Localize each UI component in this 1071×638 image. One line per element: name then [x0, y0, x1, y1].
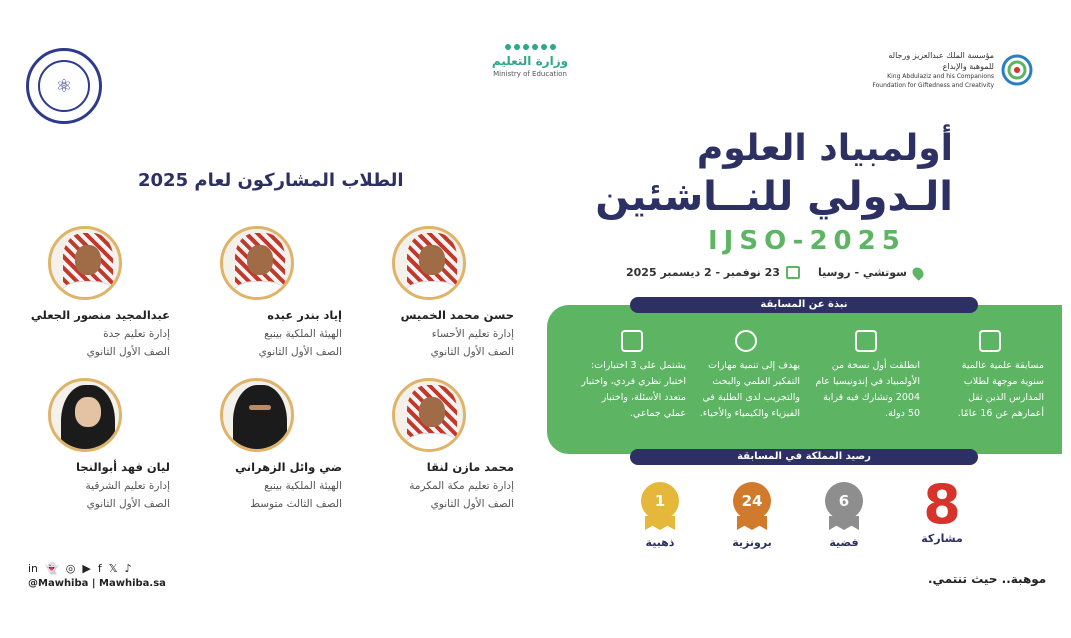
medal-icon: [733, 482, 771, 520]
student-card: [344, 378, 514, 516]
location: [818, 266, 923, 279]
student-dept: إدارة تعليم مكة المكرمة: [409, 480, 514, 492]
snapchat-icon[interactable]: 👻: [45, 562, 59, 575]
medal-count: 6: [838, 492, 850, 510]
medal-ribbon-icon: [829, 516, 859, 530]
trophy-icon: [979, 330, 1001, 352]
mawhiba-english-1: King Abdulaziz and his Companions: [887, 73, 994, 80]
student-grade: الصف الأول الثانوي: [430, 498, 514, 510]
about-text: يشتمل على 3 اختبارات: اختبار نظري فردي، واختبار متعدد الأسئلة، واختبار عملي جماعي.: [581, 360, 686, 419]
about-text: يهدف إلى تنمية مهارات التفكير العلمي والبحث والتجريب لدى الطلبة في الفيزياء والكيمياء والأحياء.: [699, 360, 800, 419]
about-text: انطلقت أول نسخة من الأولمبياد في إندونيسيا عام 2004 وتشارك فيه قرابة 50 دولة.: [815, 360, 920, 419]
student-grade: الصف الثالث متوسط: [250, 498, 342, 510]
medal-count: 24: [741, 492, 763, 510]
student-card: [344, 226, 514, 364]
ijso-seal-icon: ⚛: [26, 48, 102, 124]
medal-count: 1: [654, 492, 666, 510]
medal-icon: [825, 482, 863, 520]
medal-label: برونزية: [732, 536, 772, 549]
mawhiba-logo: [870, 44, 1040, 100]
student-name: حسن محمد الخميس: [400, 308, 514, 322]
student-dept: الهيئة الملكية بينبع: [264, 328, 342, 340]
olympiad-title-line2: الـدولي للنــاشئين: [595, 174, 953, 220]
moe-english: Ministry of Education: [493, 70, 567, 78]
mawhiba-english-2: Foundation for Giftedness and Creativity: [872, 82, 994, 89]
location-pin-icon: [910, 265, 926, 281]
medal-gold: [630, 482, 690, 549]
participants-title: الطلاب المشاركون لعام 2025: [138, 170, 404, 191]
tiktok-icon[interactable]: ♪: [124, 562, 132, 575]
moe-logo: [488, 44, 572, 78]
medal-ribbon-icon: [737, 516, 767, 530]
dates-text: 23 نوفمبر - 2 ديسمبر 2025: [626, 266, 780, 279]
atom-icon: [735, 330, 757, 352]
student-grade: الصف الأول الثانوي: [86, 346, 170, 358]
olympiad-title-line1: أولمبياد العلوم: [696, 128, 953, 169]
about-column: [936, 330, 1044, 422]
facebook-icon[interactable]: f: [97, 562, 102, 575]
moe-arabic: وزارة التعليم: [491, 54, 569, 68]
student-grade: الصف الأول الثانوي: [86, 498, 170, 510]
student-name: محمد مازن لنقا: [426, 460, 514, 474]
student-dept: الهيئة الملكية بينبع: [264, 480, 342, 492]
student-dept: إدارة تعليم الأحساء: [431, 328, 514, 340]
student-grade: الصف الأول الثانوي: [258, 346, 342, 358]
student-photo: [220, 226, 294, 300]
participants-count-number: 8: [923, 473, 961, 536]
medal-icon: [641, 482, 679, 520]
social-handle[interactable]: @Mawhiba | Mawhiba.sa: [28, 578, 166, 589]
mawhiba-emblem-icon: [998, 50, 1036, 90]
student-name: إياد بندر عبده: [267, 308, 342, 322]
student-photo: [48, 226, 122, 300]
checklist-icon: [621, 330, 643, 352]
student-name: ضي وائل الزهراني: [235, 460, 342, 474]
about-column: [812, 330, 920, 422]
student-card: [172, 226, 342, 364]
social-links: [28, 562, 132, 575]
about-text: مسابقة علمية عالمية سنوية موجهة لطلاب المدارس الذين تقل أعمارهم عن 16 عامًا.: [957, 360, 1044, 419]
student-card: [0, 226, 170, 364]
dates: [626, 266, 800, 279]
calendar-icon: [786, 266, 800, 279]
participants-count-label: مشاركة: [921, 532, 963, 545]
student-name: ليان فهد أبوالنجا: [76, 460, 170, 474]
youtube-icon[interactable]: ▶: [82, 562, 91, 575]
about-column: [692, 330, 800, 422]
instagram-icon[interactable]: ◎: [65, 562, 76, 575]
participants-count: [912, 473, 972, 545]
student-grade: الصف الأول الثانوي: [430, 346, 514, 358]
mawhiba-arabic: مؤسسة الملك عبدالعزيز ورجاله للموهبة والإبداع: [888, 51, 994, 71]
student-dept: إدارة تعليم جدة: [103, 328, 170, 340]
about-column: [578, 330, 686, 422]
score-heading: رصيد المملكة في المسابقة: [630, 449, 978, 465]
student-card: [0, 378, 170, 516]
about-heading: نبذة عن المسابقة: [630, 297, 978, 313]
medal-ribbon-icon: [645, 516, 675, 530]
student-name: عبدالمجيد منصور الجعلي: [30, 308, 170, 322]
calendar-2004-icon: [855, 330, 877, 352]
medal-label: ذهبية: [645, 536, 675, 549]
student-photo: [392, 378, 466, 452]
student-card: [172, 378, 342, 516]
student-dept: إدارة تعليم الشرقية: [85, 480, 170, 492]
location-text: سوتشي - روسيا: [818, 266, 907, 279]
student-photo: [220, 378, 294, 452]
ijso-code: IJSO-2025: [708, 226, 906, 256]
x-icon[interactable]: 𝕏: [108, 562, 118, 575]
linkedin-icon[interactable]: in: [28, 562, 39, 575]
medal-silver: [814, 482, 874, 549]
student-photo: [392, 226, 466, 300]
medal-bronze: [722, 482, 782, 549]
slogan: موهبة.. حيث تنتمي.: [928, 572, 1047, 586]
medal-label: فضية: [829, 536, 859, 549]
student-photo: [48, 378, 122, 452]
